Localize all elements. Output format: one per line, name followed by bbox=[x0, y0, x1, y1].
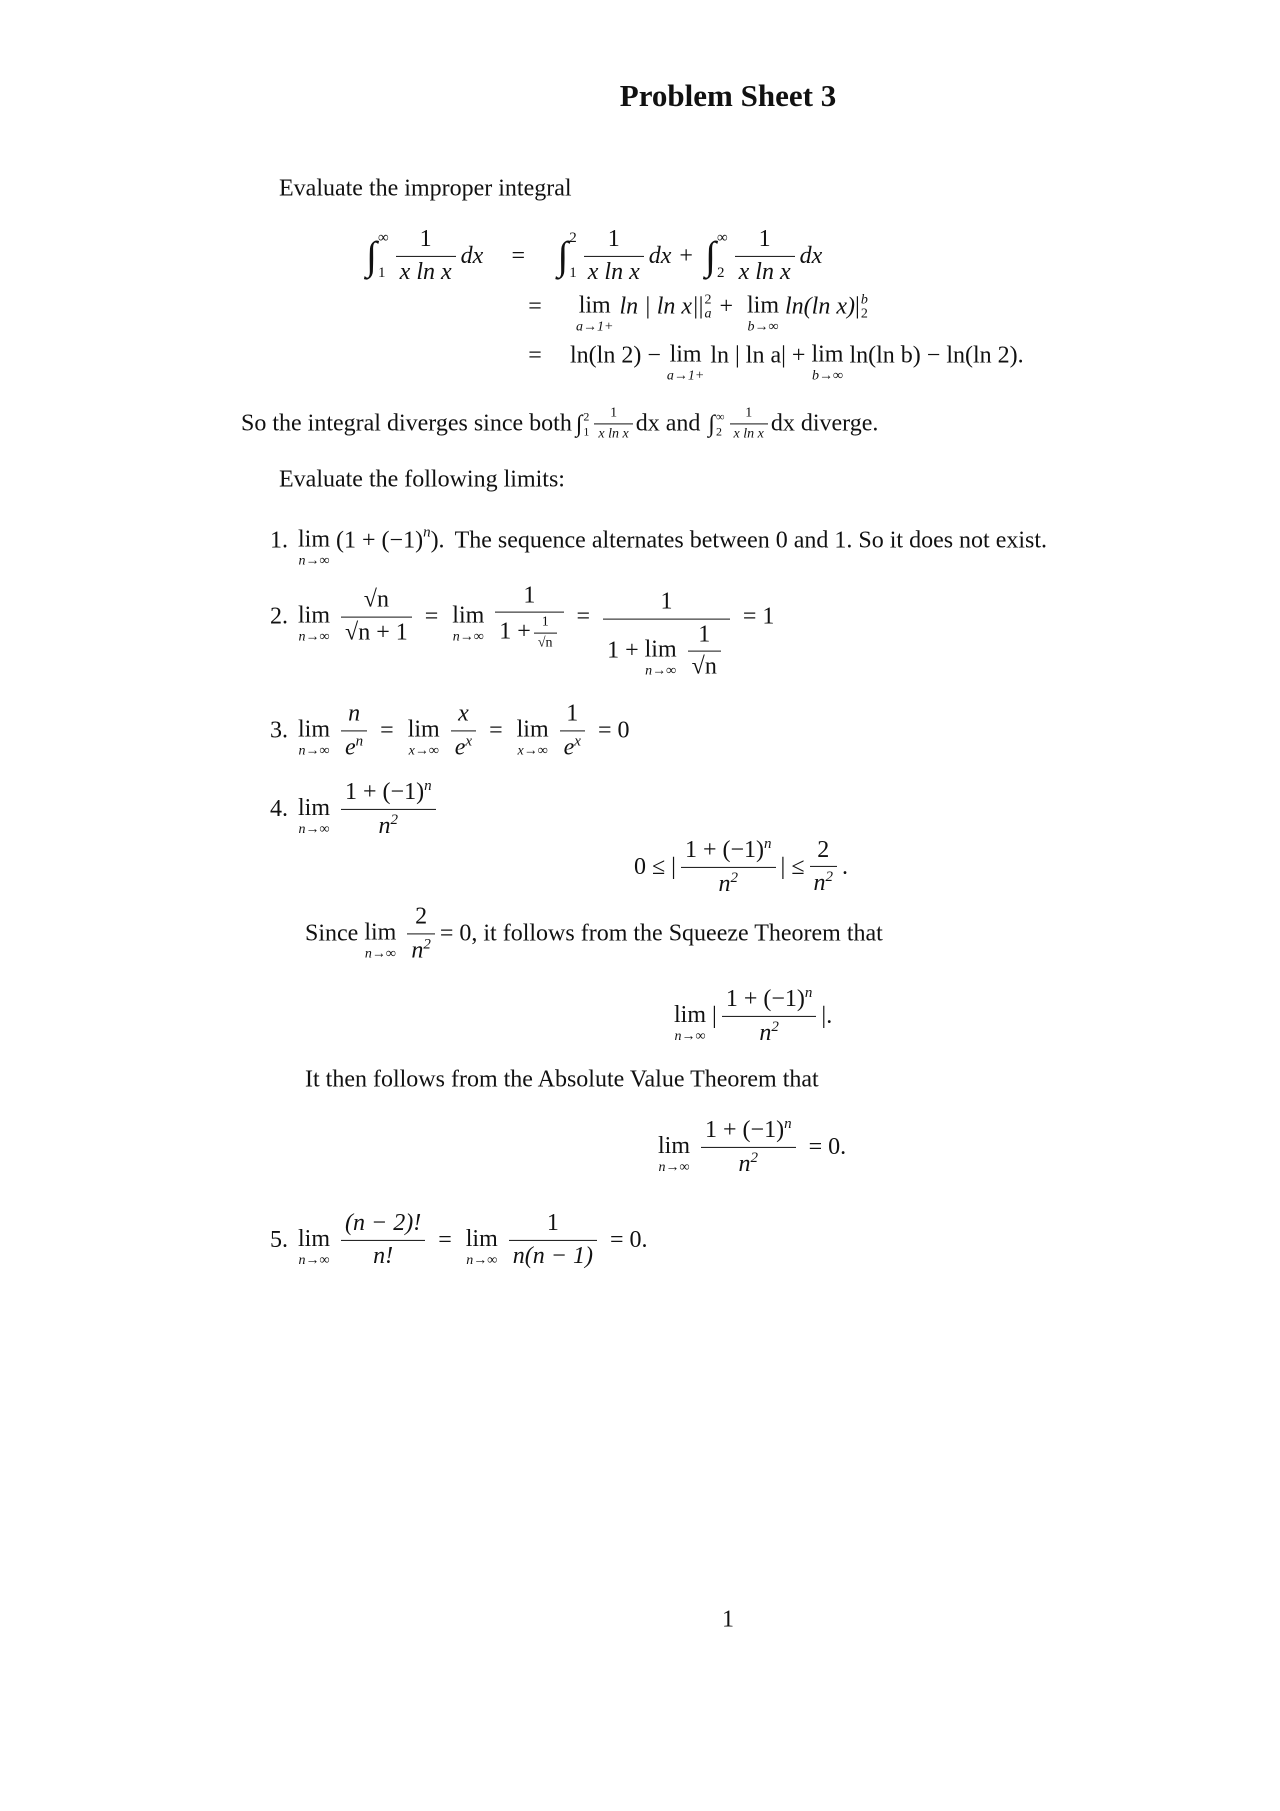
limit: lim n→∞ bbox=[298, 794, 331, 837]
integral-line-2: = lim a→1+ ln | ln x| | 2 a + lim b→∞ ln(ln x) | b 2 bbox=[500, 287, 868, 328]
equals: = bbox=[528, 293, 542, 320]
fraction: $\frac{1}{\text{x ln x}}$ bbox=[735, 226, 795, 286]
fraction: 1 1 + $\frac{1}{√n}$ bbox=[495, 582, 563, 652]
item-2 bbox=[270, 571, 782, 680]
text: dx and bbox=[635, 410, 701, 437]
integral-sign: ∫ ∞ 2 bbox=[704, 230, 728, 281]
evaluation-bounds: 2 a bbox=[704, 292, 712, 321]
limit: lim x→∞ bbox=[407, 716, 440, 759]
equals: = bbox=[511, 242, 526, 269]
page-title: Problem Sheet 3 bbox=[619, 78, 837, 113]
integral-sign: ∫ ∞ 2 bbox=[708, 409, 725, 438]
fraction: $\frac{1}{n(n - 1)}$ bbox=[509, 1210, 597, 1270]
text: Since bbox=[305, 920, 359, 947]
expr: ln(ln 2) − bbox=[570, 342, 661, 369]
expr: ). bbox=[430, 527, 445, 554]
result: = 0 bbox=[597, 717, 630, 744]
integral-line-1 bbox=[362, 226, 822, 286]
limits-intro: Evaluate the following limits: bbox=[279, 466, 565, 493]
limit: lim a→1+ bbox=[576, 292, 614, 335]
limit: lim b→∞ bbox=[747, 292, 780, 335]
item-5 bbox=[270, 1210, 655, 1270]
equals: = bbox=[438, 1226, 452, 1253]
plus: + bbox=[719, 293, 733, 320]
integral-sign: ∫ 2 1 bbox=[575, 409, 590, 438]
fraction: $\frac{1 + (-1)^n}{n^2}$ bbox=[701, 1116, 796, 1178]
expr: ln | ln a| + bbox=[710, 342, 806, 369]
then-line: It then follows from the Absolute Value Theorem that bbox=[305, 1066, 819, 1093]
item-text: The sequence alternates between 0 and 1. So it does not exist. bbox=[454, 527, 1048, 554]
fraction: $\frac{x}{e^x}$ bbox=[451, 700, 476, 761]
dx: dx bbox=[648, 242, 672, 269]
equals: = bbox=[489, 717, 503, 744]
limit: lim n→∞ bbox=[298, 602, 331, 645]
integral-line-3 bbox=[500, 336, 1024, 384]
fraction: $\frac{2}{n^2}$ bbox=[810, 836, 838, 897]
expr: | bbox=[712, 1002, 717, 1029]
fraction: $\frac{(n - 2)!}{n!}$ bbox=[341, 1210, 425, 1270]
evaluation-bounds: b 2 bbox=[860, 292, 868, 321]
abs-limit bbox=[668, 985, 832, 1047]
text: dx diverge. bbox=[770, 410, 879, 437]
expr: (1 + (−1) bbox=[336, 527, 424, 554]
equals: = bbox=[380, 717, 394, 744]
page-number: 1 bbox=[722, 1606, 734, 1633]
item-number: 4. bbox=[270, 795, 288, 822]
fraction: $\frac{n}{e^n}$ bbox=[341, 700, 367, 761]
result: = 1 bbox=[742, 603, 775, 630]
fraction: $\frac{1 + (-1)^n}{n^2}$ bbox=[722, 985, 817, 1047]
integral-sign: ∫ 2 1 bbox=[557, 230, 577, 281]
intro-text: Evaluate the improper integral bbox=[279, 175, 572, 202]
equals: = bbox=[424, 603, 439, 630]
squeeze-inequality bbox=[634, 836, 848, 898]
limit: lim n→∞ bbox=[298, 526, 331, 569]
item-number: 3. bbox=[270, 717, 288, 744]
integral-sign: ∫ ∞ 1 bbox=[366, 230, 389, 281]
item-number: 5. bbox=[270, 1226, 288, 1253]
expr: 0 ≤ | bbox=[634, 853, 676, 880]
fraction: $\frac{1}{\text{x ln x}}$ bbox=[730, 405, 768, 442]
limit: lim n→∞ bbox=[298, 1225, 331, 1268]
fraction: $\frac{1}{\text{x ln x}}$ bbox=[584, 226, 644, 286]
fraction: $\frac{1}{\text{x ln x}}$ bbox=[396, 226, 456, 286]
text: = 0, it follows from the Squeeze Theorem that bbox=[439, 920, 883, 947]
result: = 0. bbox=[808, 1133, 847, 1160]
limit: lim b→∞ bbox=[811, 341, 844, 384]
equals: = bbox=[576, 603, 591, 630]
text: So the integral diverges since both bbox=[241, 410, 572, 437]
result: = 0. bbox=[609, 1226, 648, 1253]
fraction: $\frac{1}{e^x}$ bbox=[560, 700, 585, 761]
expr: ln(ln x) bbox=[785, 293, 855, 320]
item-3 bbox=[270, 700, 638, 761]
limit: lim n→∞ bbox=[465, 1225, 498, 1268]
dx: dx bbox=[460, 242, 484, 269]
item-number: 2. bbox=[270, 603, 288, 630]
fraction: $\frac{2}{n^2}$ bbox=[407, 903, 435, 964]
plus: + bbox=[679, 242, 693, 269]
limit: lim n→∞ bbox=[364, 919, 397, 962]
since-line bbox=[305, 903, 883, 964]
dx: dx bbox=[799, 242, 823, 269]
fraction: $\frac{1}{\text{x ln x}}$ bbox=[594, 405, 632, 442]
expr: ln(ln b) − ln(ln 2). bbox=[849, 342, 1024, 369]
fraction: $\frac{1 + (-1)^n}{n^2}$ bbox=[341, 778, 436, 840]
item-4 bbox=[270, 778, 441, 840]
limit: lim n→∞ bbox=[658, 1132, 691, 1175]
expr: ln | ln x| bbox=[619, 293, 699, 320]
conclusion-line bbox=[241, 405, 878, 442]
final-limit bbox=[652, 1116, 854, 1178]
item-number: 1. bbox=[270, 527, 288, 554]
fraction: $\frac{1 + (-1)^n}{n^2}$ bbox=[681, 836, 776, 898]
limit: lim x→∞ bbox=[516, 716, 549, 759]
limit: lim n→∞ bbox=[298, 716, 331, 759]
fraction: $\frac{√n}{√n + 1}$ bbox=[341, 587, 412, 647]
expr: . bbox=[842, 853, 849, 880]
limit: lim n→∞ bbox=[674, 1001, 707, 1044]
fraction: 1 1 + lim n→∞ $\frac{1}{√n}$ bbox=[603, 589, 730, 682]
expr: |. bbox=[821, 1002, 833, 1029]
item-1: 1. lim n→∞ (1 + (−1) $^n$ ). The sequence alternates between 0 and 1. So it does not exist. bbox=[270, 524, 1048, 569]
equals: = bbox=[528, 342, 542, 369]
expr: | ≤ bbox=[780, 853, 805, 880]
limit: lim a→1+ bbox=[666, 341, 705, 384]
limit: lim n→∞ bbox=[452, 602, 485, 645]
